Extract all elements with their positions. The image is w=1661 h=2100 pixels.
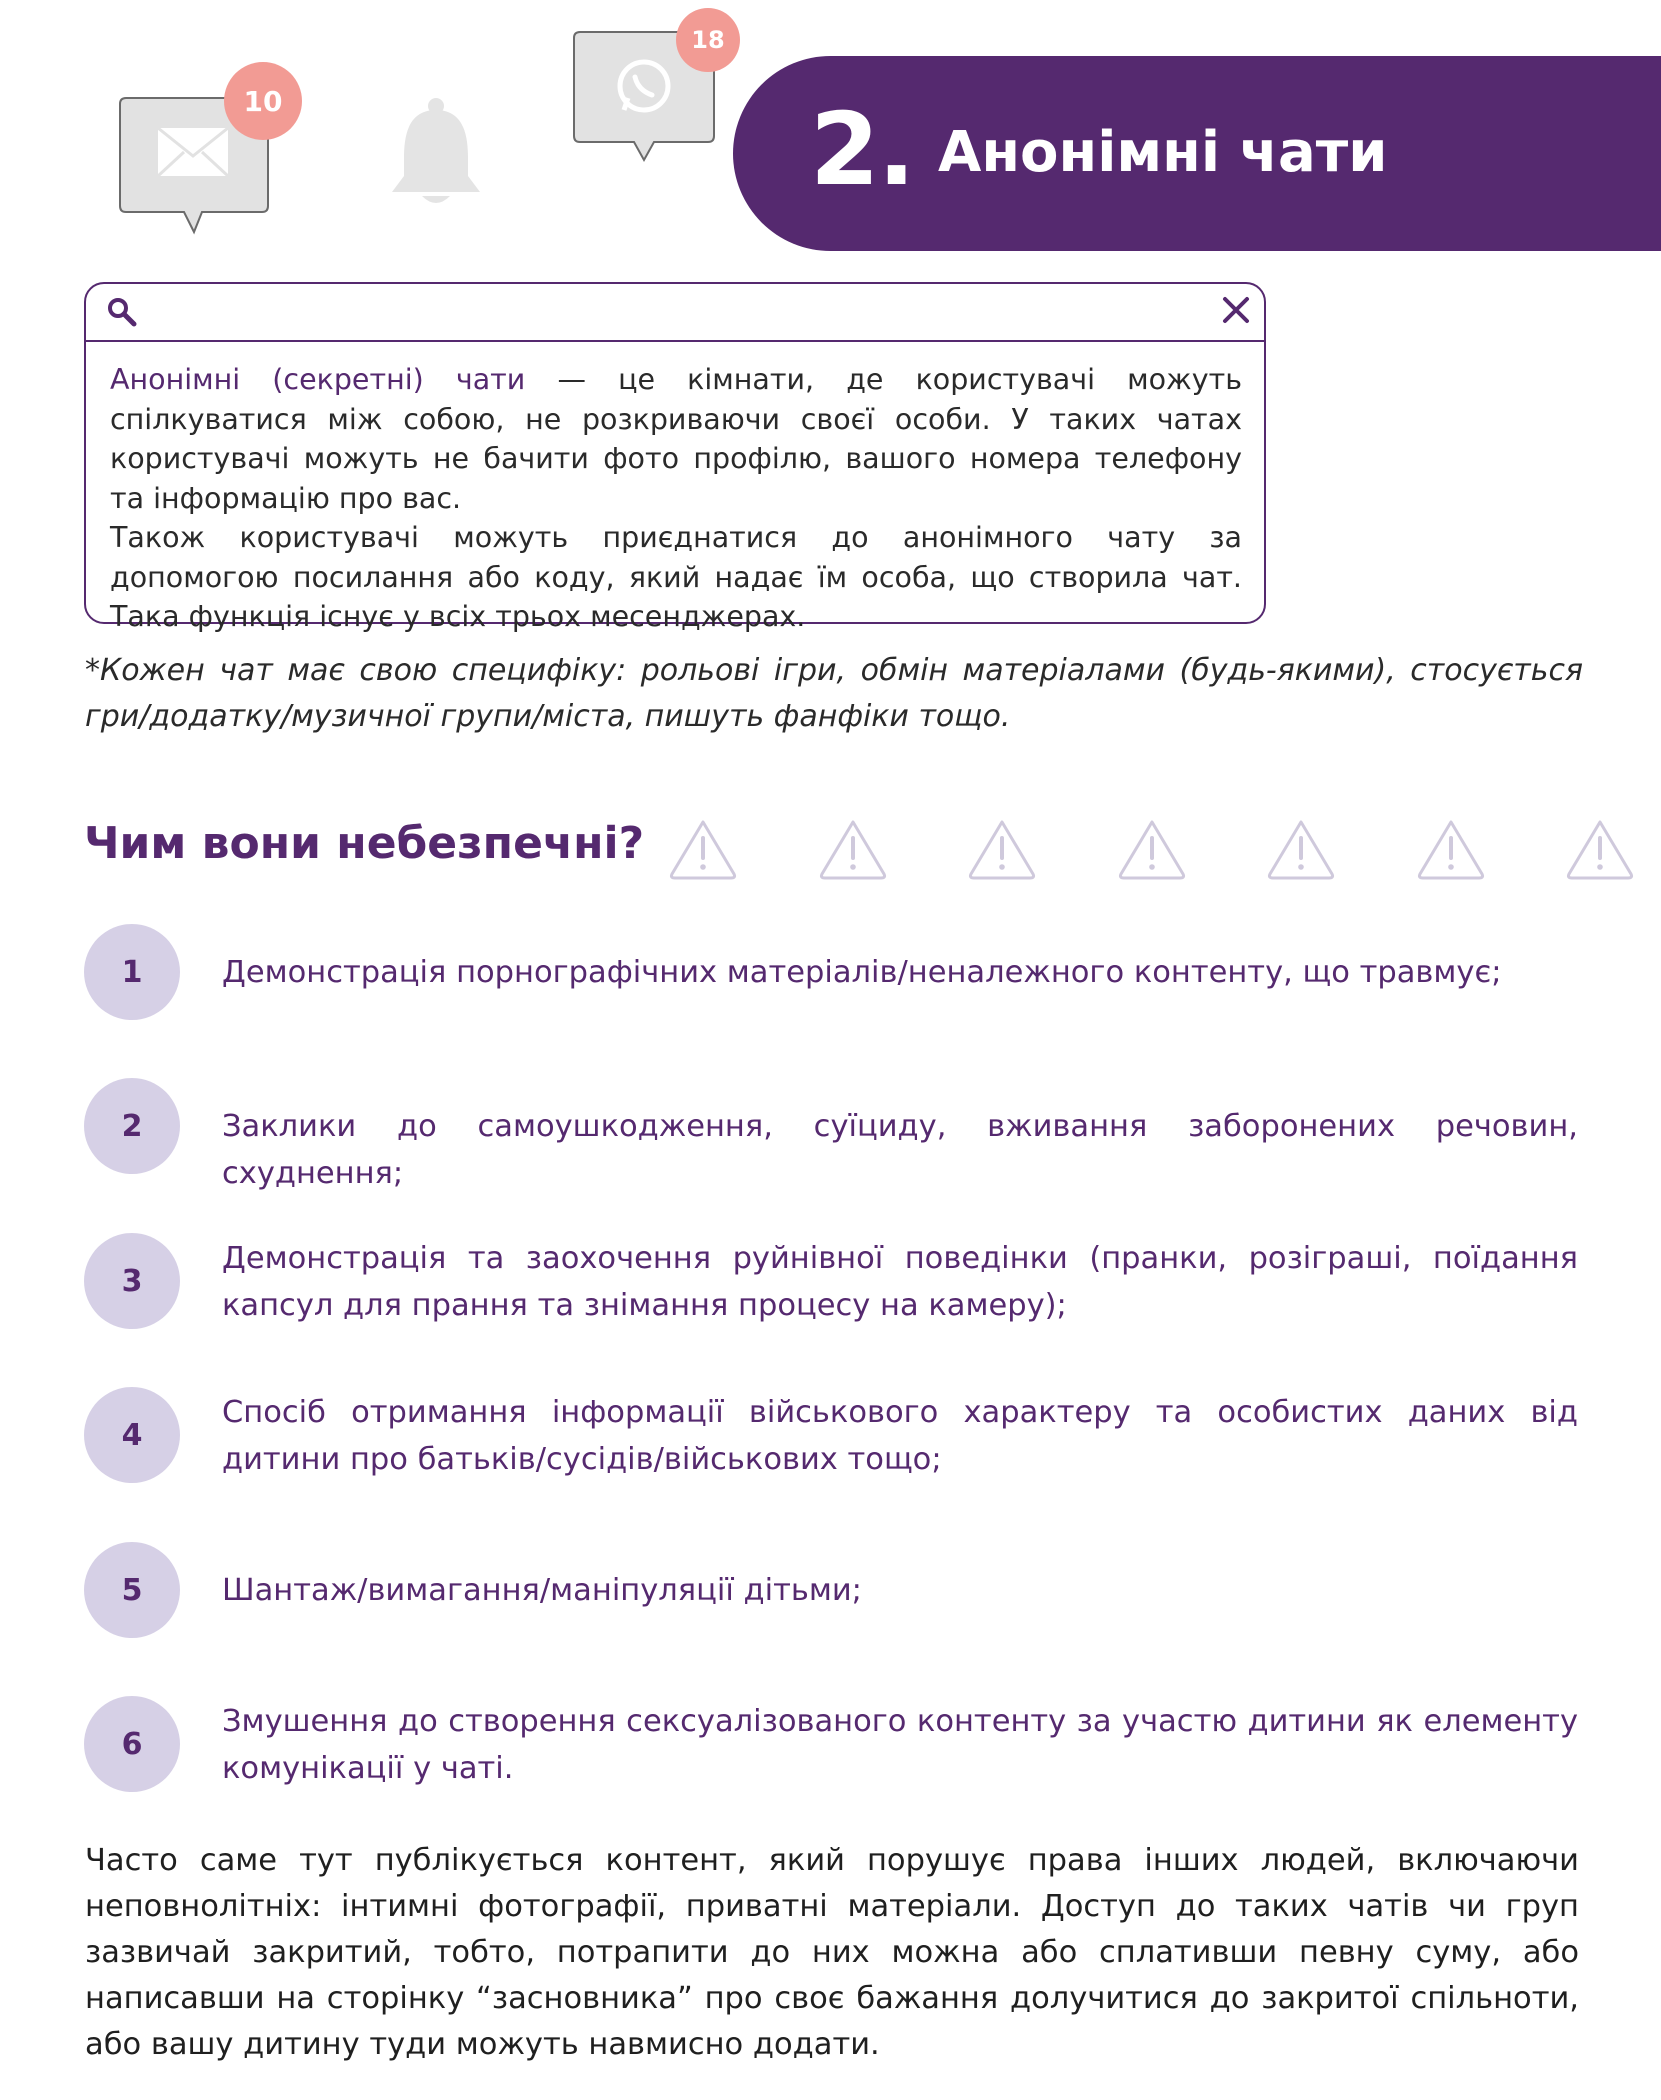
warning-icon [668, 818, 738, 880]
whatsapp-badge: 18 [676, 8, 740, 72]
definition-term: Анонімні (секретні) чати [110, 363, 526, 396]
warning-icon [1266, 818, 1336, 880]
warning-icon [967, 818, 1037, 880]
risk-item [84, 1078, 1578, 1191]
close-icon[interactable] [1220, 294, 1252, 326]
definition-text [110, 360, 1242, 637]
risk-number-badge: 4 [84, 1387, 180, 1483]
risk-number-badge: 3 [84, 1233, 180, 1329]
warning-icon [818, 818, 888, 880]
risk-item [84, 924, 1578, 1024]
risk-text: Демонстрація та заохочення руйнівної поведінки (пранки, розіграші, поїдання капсул для прання та знімання процесу на камеру); [222, 1241, 1578, 1323]
search-icon[interactable] [106, 296, 138, 328]
definition-paragraph [110, 360, 1242, 518]
risk-number-badge: 2 [84, 1078, 180, 1174]
whatsapp-notification [572, 8, 742, 168]
risk-item [84, 1542, 1578, 1642]
mail-badge: 10 [224, 62, 302, 140]
mail-notification [118, 62, 303, 242]
risk-text: Спосіб отримання інформації військового характеру та особистих даних від дитини про батьків/сусідів/військових тощо; [222, 1395, 1578, 1477]
warning-icon [1565, 818, 1635, 880]
risk-item [84, 1387, 1578, 1487]
closing-paragraph: Часто саме тут публікується контент, який порушує права інших людей, включаючи неповнолітніх: інтимні фотографії, приватні матеріали. Доступ до таких чатів чи груп зазвичай закритий, тобто, потрапити до них можна або сплативши певну суму, або написавши на сторінку “засновника” про своє бажання долучитися до закритої спільноти, або вашу дитину туди можуть навмисно додати. [85, 1843, 1579, 2062]
risk-text: Заклики до самоушкодження, суїциду, вживання заборонених речовин, схуднення; [222, 1109, 1578, 1191]
risk-number-badge: 1 [84, 924, 180, 1020]
risk-text: Змушення до створення сексуалізованого контенту за участю дитини як елементу комунікації у чаті. [222, 1704, 1578, 1786]
risk-number-badge: 6 [84, 1696, 180, 1792]
bell-icon [388, 96, 484, 208]
definition-rest: — це кімнати, де користувачі можуть спілкуватися між собою, не розкриваючи своєї особи. У таких чатах користувачі можуть не бачити фото профілю, вашого номера телефону та інформацію про вас. [110, 363, 1242, 515]
chat-specifics-footnote: *Кожен чат має свою специфіку: рольові ігри, обмін матеріалами (будь-якими), стосується гри/додатку/музичної групи/міста, пишуть фанфіки тощо. [85, 653, 1583, 734]
risk-item [84, 1696, 1578, 1796]
definition-paragraph-2: Також користувачі можуть приєднатися до анонімного чату за допомогою посилання або коду, який надає їм особа, що створила чат. Така функція існує у всіх трьох месенджерах. [110, 521, 1242, 633]
warning-icon [1117, 818, 1187, 880]
risk-text: Демонстрація порнографічних матеріалів/неналежного контенту, що травмує; [222, 955, 1502, 990]
section-title: Анонімні чати [938, 120, 1388, 185]
warning-icon [1416, 818, 1486, 880]
risk-text: Шантаж/вимагання/маніпуляції дітьми; [222, 1573, 862, 1608]
risk-item [84, 1233, 1578, 1333]
risk-number-badge: 5 [84, 1542, 180, 1638]
section-number: 2. [810, 91, 914, 208]
search-bar[interactable] [86, 284, 1264, 342]
definition-search-card [84, 282, 1266, 633]
danger-heading: Чим вони небезпечні? [84, 818, 645, 869]
